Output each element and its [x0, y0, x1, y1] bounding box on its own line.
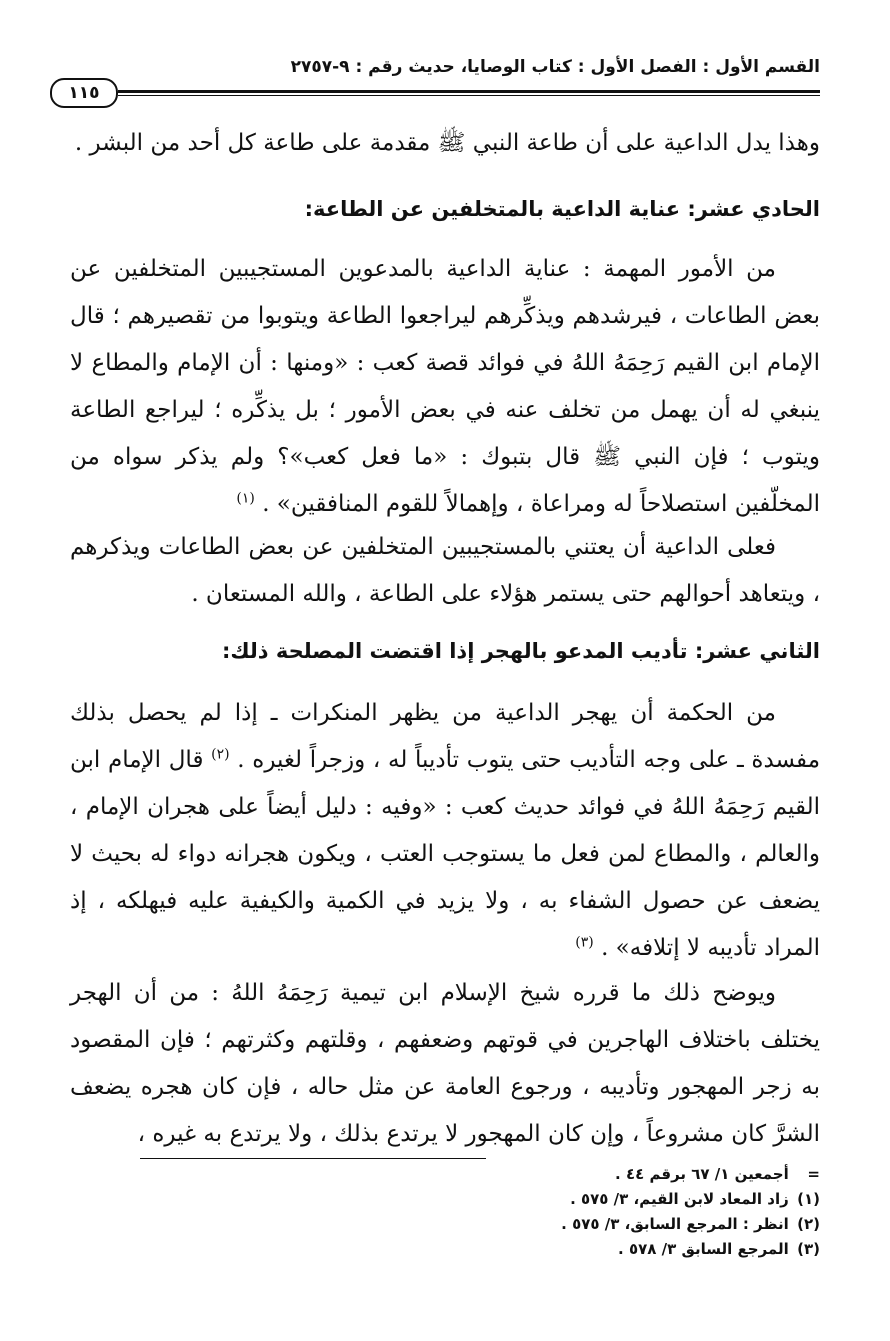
intro-paragraph [70, 120, 820, 167]
paragraph-12b-text: ويوضح ذلك ما قرره شيخ الإسلام ابن تيمية رَحِمَهُ اللهُ : من أن الهجر يختلف باختلاف الهاجرين في قوتهم وضعفهم ، وقلتهم وكثرتهم ؛ فإن المقصود به زجر المهجور وتأديبه ، ورجوع العامة عن مثل حاله ، فإن كان هجره يضعف الشرَّ كان مشروعاً ، وإن كان المهجور لا يرتدع بذلك ، ولا يرتدع به غيره ، [70, 980, 820, 1147]
paragraph-12a-text-1: من الحكمة أن يهجر الداعية من يظهر المنكرات ـ إذا لم يحصل بذلك مفسدة ـ على وجه التأديب حتى يتوب تأديباً له ، وزجراً لغيره . [70, 700, 821, 773]
page-number: ١١٥ [50, 78, 118, 108]
footnote-text: انظر : المرجع السابق، ٣/ ٥٧٥ . [561, 1215, 789, 1233]
footnote-text: أجمعين ١/ ٦٧ برقم ٤٤ . [615, 1165, 789, 1183]
header-rule-thin [118, 95, 820, 96]
footnote-ref-1: (١) [236, 490, 255, 507]
paragraph-11a-text: من الأمور المهمة : عناية الداعية بالمدعوين المستجيبين المتخلفين عن بعض الطاعات ، فيرشدهم ويذكِّرهم ليراجعوا الطاعة ويتوبوا من تقصيرهم ؛ قال الإمام ابن القيم رَحِمَهُ اللهُ في فوائد قصة كعب : «ومنها : أن الإمام والمطاع لا ينبغي له أن يهمل من تخلف عنه في بعض الأمور ؛ بل يذكِّره ؛ ليراجع الطاعة ويتوب ؛ فإن النبي ﷺ قال بتبوك : «ما فعل كعب»؟ ولم يذكر سواه من المخلّفين استصلاحاً له ومراعاة ، وإهمالاً للقوم المنافقين» . [70, 256, 820, 517]
footnote-item [260, 1187, 820, 1212]
footnote-ref-2: (٢) [211, 746, 230, 763]
footnote-mark: (١) [797, 1190, 820, 1208]
intro-text: وهذا يدل الداعية على أن طاعة النبي ﷺ مقدمة على طاعة كل أحد من البشر . [74, 130, 820, 156]
paragraph-11b-text: فعلى الداعية أن يعتني بالمستجيبين المتخلفين عن بعض الطاعات ويذكرهم ، ويتعاهد أحوالهم حتى يستمر هؤلاء على الطاعة ، والله المستعان . [70, 534, 820, 607]
footnote-ref-3: (٣) [575, 934, 594, 951]
paragraph-11a [70, 246, 820, 528]
footnote-text: المرجع السابق ٣/ ٥٧٨ . [618, 1240, 789, 1258]
footnote-text: زاد المعاد لابن القيم، ٣/ ٥٧٥ . [570, 1190, 789, 1208]
footnote-item [260, 1162, 820, 1187]
footnote-mark: = [807, 1165, 820, 1183]
footnote-mark: (٣) [797, 1240, 820, 1258]
header-rule [118, 90, 820, 93]
footnote-rule [140, 1158, 486, 1159]
footnote-item [260, 1237, 820, 1262]
paragraph-12a-text-2: قال الإمام ابن القيم رَحِمَهُ اللهُ في فوائد حديث كعب : «وفيه : دليل أيضاً على هجران الإمام ، والعالم ، والمطاع لمن فعل ما يستوجب العتب ، ويكون هجرانه دواء له بحيث لا يضعف عن حصول الشفاء به ، ولا يزيد في الكمية والكيفية عليه فيهلكه ، إذ المراد تأديبه لا إتلافه» . [70, 747, 820, 961]
footnote-item [260, 1212, 820, 1237]
section-heading-12: الثاني عشر: تأديب المدعو بالهجر إذا اقتضت المصلحة ذلك: [221, 639, 820, 663]
footnote-mark: (٢) [797, 1215, 820, 1233]
section-heading-11: الحادي عشر: عناية الداعية بالمتخلفين عن الطاعة: [304, 197, 820, 221]
paragraph-12a [70, 690, 820, 972]
footnotes [260, 1162, 820, 1262]
paragraph-11b [70, 524, 820, 618]
paragraph-12b [70, 970, 820, 1158]
running-header: القسم الأول : الفصل الأول : كتاب الوصايا، حديث رقم : ٩-٢٧٥٧ [290, 57, 820, 77]
